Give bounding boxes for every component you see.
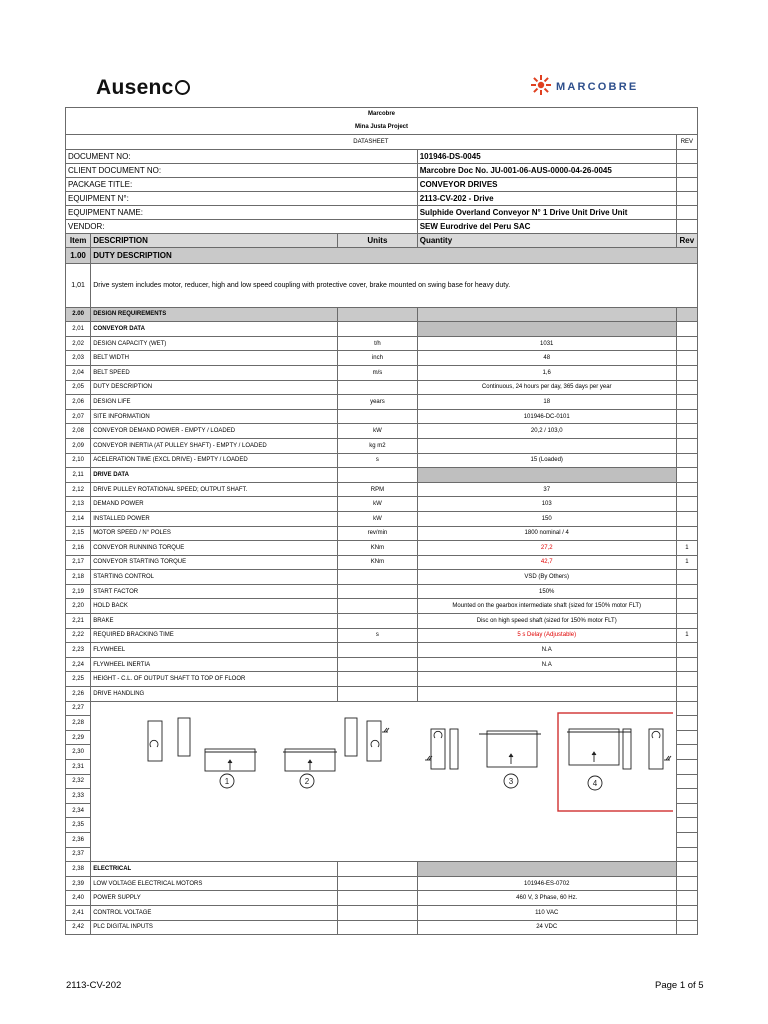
item-rev bbox=[676, 657, 697, 672]
item-description: CONTROL VOLTAGE bbox=[91, 905, 338, 920]
item-rev bbox=[676, 599, 697, 614]
item-number: 2,10 bbox=[66, 453, 91, 468]
item-rev bbox=[676, 526, 697, 541]
item-quantity: 1031 bbox=[417, 336, 676, 351]
item-number: 2,08 bbox=[66, 424, 91, 439]
item-rev bbox=[676, 672, 697, 687]
arrangement-number: 3 bbox=[508, 776, 514, 786]
item-quantity: 1,6 bbox=[417, 365, 676, 380]
marcobre-wordmark: MARCOBRE bbox=[556, 81, 639, 93]
project-name: Mina Justa Project bbox=[354, 124, 408, 130]
item-units: s bbox=[338, 628, 418, 643]
item-description: CONVEYOR INERTIA (AT PULLEY SHAFT) - EMPTY / LOADED bbox=[91, 438, 338, 453]
doc-info-row bbox=[66, 177, 698, 191]
item-description: DESIGN CAPACITY (WET) bbox=[91, 336, 338, 351]
doc-info-value: CONVEYOR DRIVES bbox=[417, 177, 676, 191]
item-units: m/s bbox=[338, 365, 418, 380]
doc-info-label: PACKAGE TITLE: bbox=[66, 177, 418, 191]
item-description: BELT SPEED bbox=[91, 365, 338, 380]
item-description: CONVEYOR DEMAND POWER - EMPTY / LOADED bbox=[91, 424, 338, 439]
item-number: 2,17 bbox=[66, 555, 91, 570]
item-rev bbox=[676, 584, 697, 599]
item-units: inch bbox=[338, 351, 418, 366]
table-row bbox=[66, 497, 698, 512]
item-description: PLC DIGITAL INPUTS bbox=[91, 920, 338, 935]
item-quantity: 110 VAC bbox=[417, 905, 676, 920]
doc-info-rev bbox=[676, 219, 697, 233]
arrangement-4 bbox=[558, 713, 673, 811]
item-description: MOTOR SPEED / N° POLES bbox=[91, 526, 338, 541]
item-number: 2,33 bbox=[66, 789, 91, 804]
datasheet-table bbox=[65, 107, 698, 935]
item-number: 2,24 bbox=[66, 657, 91, 672]
doc-info-value: Marcobre Doc No. JU-001-06-AUS-0000-04-26-0045 bbox=[417, 163, 676, 177]
item-quantity bbox=[417, 672, 676, 687]
doc-info-value: 2113-CV-202 - Drive bbox=[417, 191, 676, 205]
doc-info-row bbox=[66, 191, 698, 205]
item-description: INSTALLED POWER bbox=[91, 511, 338, 526]
item-rev bbox=[676, 876, 697, 891]
item-description: CONVEYOR RUNNING TORQUE bbox=[91, 541, 338, 556]
doc-info-label: DOCUMENT NO: bbox=[66, 149, 418, 163]
doc-info-rev bbox=[676, 205, 697, 219]
item-rev bbox=[676, 395, 697, 410]
item-units bbox=[338, 643, 418, 658]
item-quantity bbox=[417, 687, 676, 702]
item-rev bbox=[676, 351, 697, 366]
doc-info-label: EQUIPMENT N°: bbox=[66, 191, 418, 205]
item-description: CONVEYOR DATA bbox=[91, 322, 338, 337]
item-quantity: 5 s Delay (Adjustable) bbox=[417, 628, 676, 643]
section-item: 1.00 bbox=[66, 247, 91, 263]
table-row bbox=[66, 453, 698, 468]
section-item: 2.00 bbox=[66, 307, 91, 322]
table-row bbox=[66, 614, 698, 629]
item-units bbox=[338, 584, 418, 599]
item-description: FLYWHEEL bbox=[91, 643, 338, 658]
selected-arrangement-box bbox=[558, 713, 673, 811]
item-units bbox=[338, 322, 418, 337]
item-units: KNm bbox=[338, 555, 418, 570]
item-rev bbox=[676, 336, 697, 351]
item-units: kg m2 bbox=[338, 438, 418, 453]
col-quantity-header: Quantity bbox=[417, 233, 676, 247]
item-units bbox=[338, 920, 418, 935]
footer-page-number: Page 1 of 5 bbox=[655, 980, 704, 991]
item-number: 2,38 bbox=[66, 862, 91, 877]
item-quantity bbox=[417, 438, 676, 453]
item-rev bbox=[676, 570, 697, 585]
col-rev-header: Rev bbox=[676, 233, 697, 247]
arrangement-3 bbox=[425, 729, 541, 788]
item-units: kW bbox=[338, 497, 418, 512]
item-number: 2,01 bbox=[66, 322, 91, 337]
item-quantity: 37 bbox=[417, 482, 676, 497]
item-quantity: 1800 nominal / 4 bbox=[417, 526, 676, 541]
table-row bbox=[66, 657, 698, 672]
item-units bbox=[338, 687, 418, 702]
footer-doc-id: 2113-CV-202 bbox=[66, 980, 122, 991]
item-number: 2,21 bbox=[66, 614, 91, 629]
item-rev bbox=[676, 847, 697, 862]
item-number: 2,32 bbox=[66, 774, 91, 789]
item-description: LOW VOLTAGE ELECTRICAL MOTORS bbox=[91, 876, 338, 891]
drive-arrangement-svg bbox=[91, 702, 673, 852]
section-title: DESIGN REQUIREMENTS bbox=[91, 307, 338, 322]
item-units bbox=[338, 657, 418, 672]
doc-info-label: CLIENT DOCUMENT NO: bbox=[66, 163, 418, 177]
item-rev bbox=[676, 511, 697, 526]
item-description: POWER SUPPLY bbox=[91, 891, 338, 906]
item-number: 2,37 bbox=[66, 847, 91, 862]
coupling bbox=[450, 729, 458, 769]
item-quantity: 24 VDC bbox=[417, 920, 676, 935]
item-quantity: 42,7 bbox=[417, 555, 676, 570]
table-row bbox=[66, 438, 698, 453]
item-rev bbox=[676, 614, 697, 629]
motor bbox=[178, 718, 190, 756]
item-quantity bbox=[417, 468, 676, 483]
doc-info-rev bbox=[676, 149, 697, 163]
gearbox bbox=[487, 731, 537, 767]
table-row bbox=[66, 541, 698, 556]
table-row bbox=[66, 336, 698, 351]
item-quantity: 48 bbox=[417, 351, 676, 366]
item-units bbox=[338, 876, 418, 891]
item-description: HOLD BACK bbox=[91, 599, 338, 614]
item-rev bbox=[676, 468, 697, 483]
doc-info-rev bbox=[676, 163, 697, 177]
item-quantity: 103 bbox=[417, 497, 676, 512]
table-row bbox=[66, 380, 698, 395]
item-rev bbox=[676, 365, 697, 380]
item-description: REQUIRED BRACKING TIME bbox=[91, 628, 338, 643]
item-rev bbox=[676, 322, 697, 337]
item-units bbox=[338, 891, 418, 906]
table-row bbox=[66, 891, 698, 906]
item-number: 2,31 bbox=[66, 760, 91, 775]
col-units-header: Units bbox=[338, 233, 418, 247]
doc-info-row bbox=[66, 149, 698, 163]
item-number: 2,12 bbox=[66, 482, 91, 497]
table-row bbox=[66, 862, 698, 877]
motor bbox=[345, 718, 357, 756]
motor bbox=[431, 729, 445, 769]
coupling bbox=[623, 729, 631, 769]
item-quantity: VSD (By Others) bbox=[417, 570, 676, 585]
item-number: 2,18 bbox=[66, 570, 91, 585]
item-number: 2,27 bbox=[66, 701, 91, 716]
item-units: kW bbox=[338, 511, 418, 526]
item-rev bbox=[676, 905, 697, 920]
arrangement-number: 4 bbox=[592, 778, 598, 788]
ausenco-logo: Ausenc bbox=[96, 76, 190, 100]
item-quantity bbox=[417, 322, 676, 337]
item-number: 2,04 bbox=[66, 365, 91, 380]
drawing-row bbox=[66, 701, 698, 716]
table-row bbox=[66, 599, 698, 614]
item-quantity: 27,2 bbox=[417, 541, 676, 556]
item-units: kW bbox=[338, 424, 418, 439]
motor bbox=[148, 721, 162, 761]
item-description: FLYWHEEL INERTIA bbox=[91, 657, 338, 672]
table-row bbox=[66, 351, 698, 366]
item-rev bbox=[676, 497, 697, 512]
col-item-header: Item bbox=[66, 233, 91, 247]
arrangement-number: 1 bbox=[224, 776, 230, 786]
project-title bbox=[66, 108, 698, 135]
table-row bbox=[66, 555, 698, 570]
arrangement-2 bbox=[283, 718, 389, 788]
doc-info-row bbox=[66, 163, 698, 177]
section-quantity bbox=[417, 307, 676, 322]
duty-description-row bbox=[66, 263, 698, 307]
marcobre-sun-icon bbox=[530, 74, 552, 96]
item-rev bbox=[676, 453, 697, 468]
item-number: 2,36 bbox=[66, 832, 91, 847]
item-units: RPM bbox=[338, 482, 418, 497]
table-row bbox=[66, 511, 698, 526]
section-units bbox=[338, 307, 418, 322]
item-description: HEIGHT - C.L. OF OUTPUT SHAFT TO TOP OF FLOOR bbox=[91, 672, 338, 687]
item-quantity: 20,2 / 103,0 bbox=[417, 424, 676, 439]
drive-arrangement-drawing bbox=[91, 701, 677, 862]
table-row bbox=[66, 395, 698, 410]
item-units bbox=[338, 614, 418, 629]
item-number: 2,14 bbox=[66, 511, 91, 526]
item-number: 2,20 bbox=[66, 599, 91, 614]
item-description: DEMAND POWER bbox=[91, 497, 338, 512]
rev-header: REV bbox=[676, 135, 697, 150]
item-number: 2,30 bbox=[66, 745, 91, 760]
client-name: Marcobre bbox=[367, 111, 395, 117]
doc-info-label: VENDOR: bbox=[66, 219, 418, 233]
doc-info-row bbox=[66, 219, 698, 233]
table-row bbox=[66, 905, 698, 920]
item-quantity: 15 (Loaded) bbox=[417, 453, 676, 468]
duty-description-text: Drive system includes motor, reducer, high and low speed coupling with protective cover, brake mounted on swing base for heavy duty. bbox=[91, 263, 698, 307]
item-number: 2,13 bbox=[66, 497, 91, 512]
item-rev: 1 bbox=[676, 541, 697, 556]
item-number: 2,16 bbox=[66, 541, 91, 556]
item-units: years bbox=[338, 395, 418, 410]
item-rev bbox=[676, 803, 697, 818]
table-row bbox=[66, 570, 698, 585]
section-header-row bbox=[66, 247, 698, 263]
motor bbox=[649, 729, 663, 769]
item-units bbox=[338, 409, 418, 424]
item-units bbox=[338, 380, 418, 395]
item-description: BELT WIDTH bbox=[91, 351, 338, 366]
table-row bbox=[66, 365, 698, 380]
doc-info-label: EQUIPMENT NAME: bbox=[66, 205, 418, 219]
item-rev bbox=[676, 438, 697, 453]
item-quantity: 101946-ES-0702 bbox=[417, 876, 676, 891]
item-number: 2,35 bbox=[66, 818, 91, 833]
item-rev bbox=[676, 789, 697, 804]
item-number: 2,28 bbox=[66, 716, 91, 731]
item-units bbox=[338, 905, 418, 920]
item-rev bbox=[676, 716, 697, 731]
table-row bbox=[66, 468, 698, 483]
item-rev bbox=[676, 891, 697, 906]
section-header-row bbox=[66, 307, 698, 322]
item-number: 2,34 bbox=[66, 803, 91, 818]
column-header-row bbox=[66, 233, 698, 247]
item-quantity: N.A bbox=[417, 657, 676, 672]
item-units: s bbox=[338, 453, 418, 468]
item-number: 2,29 bbox=[66, 730, 91, 745]
item-rev: 1 bbox=[676, 555, 697, 570]
item-quantity: Disc on high speed shaft (sized for 150% motor FLT) bbox=[417, 614, 676, 629]
item-number: 2,40 bbox=[66, 891, 91, 906]
section-rev bbox=[676, 307, 697, 322]
item-rev bbox=[676, 730, 697, 745]
table-row bbox=[66, 687, 698, 702]
item-description: DRIVE DATA bbox=[91, 468, 338, 483]
table-row bbox=[66, 876, 698, 891]
item-quantity: 150% bbox=[417, 584, 676, 599]
item-number: 1,01 bbox=[66, 263, 91, 307]
item-description: ACELERATION TIME (EXCL DRIVE) - EMPTY / LOADED bbox=[91, 453, 338, 468]
item-units: KNm bbox=[338, 541, 418, 556]
item-number: 2,07 bbox=[66, 409, 91, 424]
datasheet-label: DATASHEET bbox=[66, 135, 677, 150]
doc-info-value: Sulphide Overland Conveyor N° 1 Drive Unit Drive Unit bbox=[417, 205, 676, 219]
marcobre-logo bbox=[530, 74, 638, 96]
item-quantity: Mounted on the gearbox intermediate shaft (sized for 150% motor FLT) bbox=[417, 599, 676, 614]
item-quantity: 101946-DC-0101 bbox=[417, 409, 676, 424]
item-description: ELECTRICAL bbox=[91, 862, 338, 877]
item-number: 2,02 bbox=[66, 336, 91, 351]
item-units bbox=[338, 468, 418, 483]
item-rev bbox=[676, 760, 697, 775]
table-row bbox=[66, 672, 698, 687]
item-number: 2,42 bbox=[66, 920, 91, 935]
item-number: 2,03 bbox=[66, 351, 91, 366]
item-units: rev/min bbox=[338, 526, 418, 541]
item-rev bbox=[676, 409, 697, 424]
item-rev bbox=[676, 818, 697, 833]
item-units bbox=[338, 672, 418, 687]
motor bbox=[367, 721, 381, 761]
item-rev bbox=[676, 380, 697, 395]
item-rev bbox=[676, 862, 697, 877]
item-rev bbox=[676, 424, 697, 439]
item-description: DUTY DESCRIPTION bbox=[91, 380, 338, 395]
item-description: START FACTOR bbox=[91, 584, 338, 599]
item-number: 2,15 bbox=[66, 526, 91, 541]
item-rev bbox=[676, 920, 697, 935]
item-description: SITE INFORMATION bbox=[91, 409, 338, 424]
item-rev bbox=[676, 482, 697, 497]
item-rev bbox=[676, 832, 697, 847]
table-row bbox=[66, 482, 698, 497]
item-quantity: N.A bbox=[417, 643, 676, 658]
item-description: STARTING CONTROL bbox=[91, 570, 338, 585]
item-units bbox=[338, 599, 418, 614]
item-number: 2,11 bbox=[66, 468, 91, 483]
table-row bbox=[66, 526, 698, 541]
item-number: 2,25 bbox=[66, 672, 91, 687]
table-row bbox=[66, 424, 698, 439]
item-rev bbox=[676, 701, 697, 716]
item-rev bbox=[676, 774, 697, 789]
item-number: 2,26 bbox=[66, 687, 91, 702]
item-number: 2,39 bbox=[66, 876, 91, 891]
col-description-header: DESCRIPTION bbox=[91, 233, 338, 247]
item-number: 2,22 bbox=[66, 628, 91, 643]
item-number: 2,09 bbox=[66, 438, 91, 453]
item-units bbox=[338, 862, 418, 877]
table-row bbox=[66, 322, 698, 337]
item-units bbox=[338, 570, 418, 585]
item-description: BRAKE bbox=[91, 614, 338, 629]
item-number: 2,23 bbox=[66, 643, 91, 658]
arrangement-1 bbox=[148, 718, 257, 788]
item-quantity bbox=[417, 862, 676, 877]
item-number: 2,19 bbox=[66, 584, 91, 599]
doc-info-rev bbox=[676, 191, 697, 205]
section-title: DUTY DESCRIPTION bbox=[91, 247, 698, 263]
item-quantity: 18 bbox=[417, 395, 676, 410]
logo-ring-icon bbox=[175, 80, 190, 95]
item-rev bbox=[676, 643, 697, 658]
item-description: DRIVE PULLEY ROTATIONAL SPEED; OUTPUT SHAFT. bbox=[91, 482, 338, 497]
doc-info-value: 101946-DS-0045 bbox=[417, 149, 676, 163]
item-number: 2,05 bbox=[66, 380, 91, 395]
item-quantity: Continuous, 24 hours per day, 365 days per year bbox=[417, 380, 676, 395]
doc-info-rev bbox=[676, 177, 697, 191]
item-quantity: 460 V, 3 Phase, 60 Hz. bbox=[417, 891, 676, 906]
item-rev bbox=[676, 687, 697, 702]
table-row bbox=[66, 584, 698, 599]
item-number: 2,41 bbox=[66, 905, 91, 920]
item-rev: 1 bbox=[676, 628, 697, 643]
doc-info-row bbox=[66, 205, 698, 219]
item-rev bbox=[676, 745, 697, 760]
item-units: t/h bbox=[338, 336, 418, 351]
arrangement-number: 2 bbox=[304, 776, 310, 786]
table-row bbox=[66, 409, 698, 424]
item-number: 2,06 bbox=[66, 395, 91, 410]
item-description: DRIVE HANDLING bbox=[91, 687, 338, 702]
item-quantity: 150 bbox=[417, 511, 676, 526]
item-description: CONVEYOR STARTING TORQUE bbox=[91, 555, 338, 570]
table-row bbox=[66, 920, 698, 935]
table-row bbox=[66, 628, 698, 643]
table-row bbox=[66, 643, 698, 658]
item-description: DESIGN LIFE bbox=[91, 395, 338, 410]
doc-info-value: SEW Eurodrive del Peru SAC bbox=[417, 219, 676, 233]
